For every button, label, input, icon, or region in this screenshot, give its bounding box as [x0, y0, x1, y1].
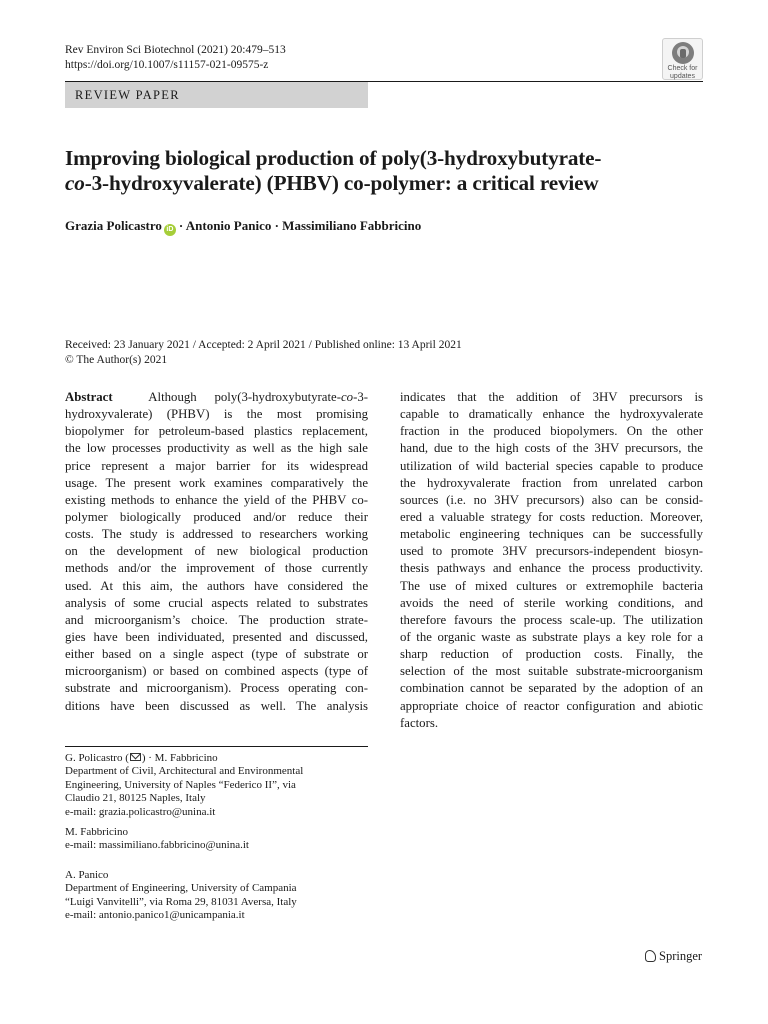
- abstract-line: thesis pathways and enhance the process productivity.: [400, 561, 703, 576]
- abstract-line: the hydroxyvalerate fraction from unrelated carbon: [400, 475, 703, 490]
- abstract-line: hydroxyvalerate) (PHBV) is the most promising: [65, 407, 368, 422]
- journal-citation: Rev Environ Sci Biotechnol (2021) 20:479–513: [65, 44, 286, 56]
- abstract-line: selection of the most suitable substrate-microorganism: [400, 664, 703, 679]
- abstract-line: either based on a single aspect (type of substrate or: [65, 647, 368, 662]
- affiliation-line: Engineering, University of Naples “Federico II”, via: [65, 778, 296, 791]
- abstract-line: utilization of wild bacterial species capable to produce: [400, 458, 703, 473]
- check-updates-icon: [672, 42, 694, 64]
- affiliation-line: “Luigi Vanvitelli”, via Roma 29, 81031 Aversa, Italy: [65, 895, 297, 908]
- affiliation-3: [65, 869, 368, 923]
- doi-link[interactable]: https://doi.org/10.1007/s11157-021-09575-z: [65, 59, 269, 71]
- abstract-line: combination cannot be separated by the adoption of an: [400, 681, 703, 696]
- abstract-line: factors.: [400, 715, 439, 730]
- affiliation-line[interactable]: e-mail: antonio.panico1@unicampania.it: [65, 909, 245, 922]
- abstract-line: price represent a major barrier for its widespread: [65, 458, 368, 473]
- abstract-line: sharp reduction of production costs. Finally, the: [400, 647, 703, 662]
- author-policastro[interactable]: Grazia Policastro: [65, 218, 162, 233]
- abstract-line: on the development of new biological production: [65, 544, 368, 559]
- abstract-line: microorganism) or based on combined aspects (type of: [65, 664, 368, 679]
- abstract-line: indicates that the addition of 3HV precursors is: [400, 390, 703, 404]
- check-updates-label: Check for updates: [667, 65, 698, 80]
- affiliation-2: [65, 826, 368, 853]
- abstract-column-1: [65, 389, 368, 715]
- abstract-text-col1: [65, 389, 368, 715]
- publisher-logo: [644, 949, 702, 964]
- affiliation-line: M. Fabbricino: [65, 826, 128, 838]
- abstract-line: usage. The present work examines comparatively the: [65, 475, 368, 490]
- section-label-band: [65, 82, 368, 108]
- affiliation-line[interactable]: e-mail: grazia.policastro@unina.it: [65, 805, 216, 818]
- dates-line: Received: 23 January 2021 / Accepted: 2 April 2021 / Published online: 13 April 2021: [65, 339, 462, 351]
- abstract-line: Abstract Although poly(3-hydroxybutyrate-co-3-: [65, 390, 368, 404]
- springer-horse-icon: [644, 949, 656, 962]
- abstract-line: biopolymer for petroleum-based plastics replacement,: [65, 424, 368, 439]
- affiliation-1: [65, 752, 368, 819]
- abstract-heading: Abstract: [65, 390, 113, 404]
- abstract-line: the low processes productivity as well as the high sale: [65, 441, 368, 456]
- abstract-line: The use of mixed cultures or extremophile bacteria: [400, 578, 703, 593]
- abstract-line: substrate and microorganism). Process operating con-: [65, 681, 368, 696]
- abstract-line: gies have been individuated, presented and discussed,: [65, 629, 368, 644]
- copyright-line: © The Author(s) 2021: [65, 353, 168, 366]
- abstract-line: and microorganism’s choice. The production strate-: [65, 612, 368, 627]
- abstract-line: ered a valuable strategy for costs reduction. Moreover,: [400, 509, 703, 524]
- abstract-line: polymer biologically produced and/or reduce their: [65, 509, 368, 524]
- abstract-column-2: [400, 389, 703, 732]
- footnote-rule: [65, 746, 368, 747]
- abstract-text-col2: [400, 389, 703, 732]
- affiliation-3-lines: [65, 869, 368, 923]
- affiliation-1-names: G. Policastro ( ) · M. Fabbricino: [65, 752, 218, 764]
- abstract-line: used to promote 3HV precursors-independent biosyn-: [400, 544, 703, 559]
- affiliation-line: A. Panico: [65, 869, 109, 881]
- affiliation-line[interactable]: e-mail: massimiliano.fabbricino@unina.it: [65, 839, 249, 852]
- abstract-line: costs. The study is addressed to researchers working: [65, 527, 368, 542]
- abstract-line: hand, due to the high costs of the 3HV precursors, the: [400, 441, 703, 456]
- affiliation-line: Department of Engineering, University of Campania: [65, 882, 297, 895]
- author-others[interactable]: · Antonio Panico · Massimiliano Fabbricino: [178, 218, 422, 233]
- abstract-line: avoids the need of sterile working conditions, and: [400, 595, 703, 610]
- abstract-line: fraction in the produced biopolymers. On the other: [400, 424, 703, 439]
- abstract-line: appropriate choice of reactor configuration and abiotic: [400, 698, 703, 713]
- abstract-line: therefore favours the process scale-up. The utilization: [400, 612, 703, 627]
- publication-dates: [65, 338, 462, 367]
- affiliation-line: Department of Civil, Architectural and Environmental: [65, 765, 304, 778]
- affiliation-line: Claudio 21, 80125 Naples, Italy: [65, 792, 206, 805]
- section-label: REVIEW PAPER: [75, 88, 180, 102]
- affiliation-2-lines: [65, 826, 368, 853]
- abstract-line: analysis of some crucial aspects related to substrates: [65, 595, 368, 610]
- abstract-line: used. At this aim, the authors have considered the: [65, 578, 368, 593]
- author-list: [65, 218, 421, 236]
- check-for-updates-button[interactable]: [662, 38, 703, 80]
- abstract-line: ditions have been discussed as well. The analysis: [65, 698, 368, 713]
- publisher-name: Springer: [659, 949, 703, 963]
- envelope-icon[interactable]: [130, 753, 141, 761]
- abstract-line: metabolic engineering techniques can be successfully: [400, 527, 703, 542]
- orcid-icon[interactable]: iD: [164, 224, 176, 236]
- abstract-line: sources (i.e. no 3HV precursors) also can be consid-: [400, 492, 703, 507]
- affiliation-1-lines: [65, 765, 368, 819]
- abstract-line: methods and/or the improvement of those currently: [65, 561, 368, 576]
- abstract-line: of the organic waste as substrate plays a key role for a: [400, 629, 703, 644]
- paper-title: Improving biological production of poly(3-hydroxybutyrate- co-3-hydroxyvalerate) (PHBV) co-polymer: a critical review: [65, 146, 602, 195]
- abstract-line: capable to dramatically enhance the hydroxyvalerate: [400, 407, 703, 422]
- abstract-line: existing methods to enhance the yield of the PHBV co-: [65, 492, 368, 507]
